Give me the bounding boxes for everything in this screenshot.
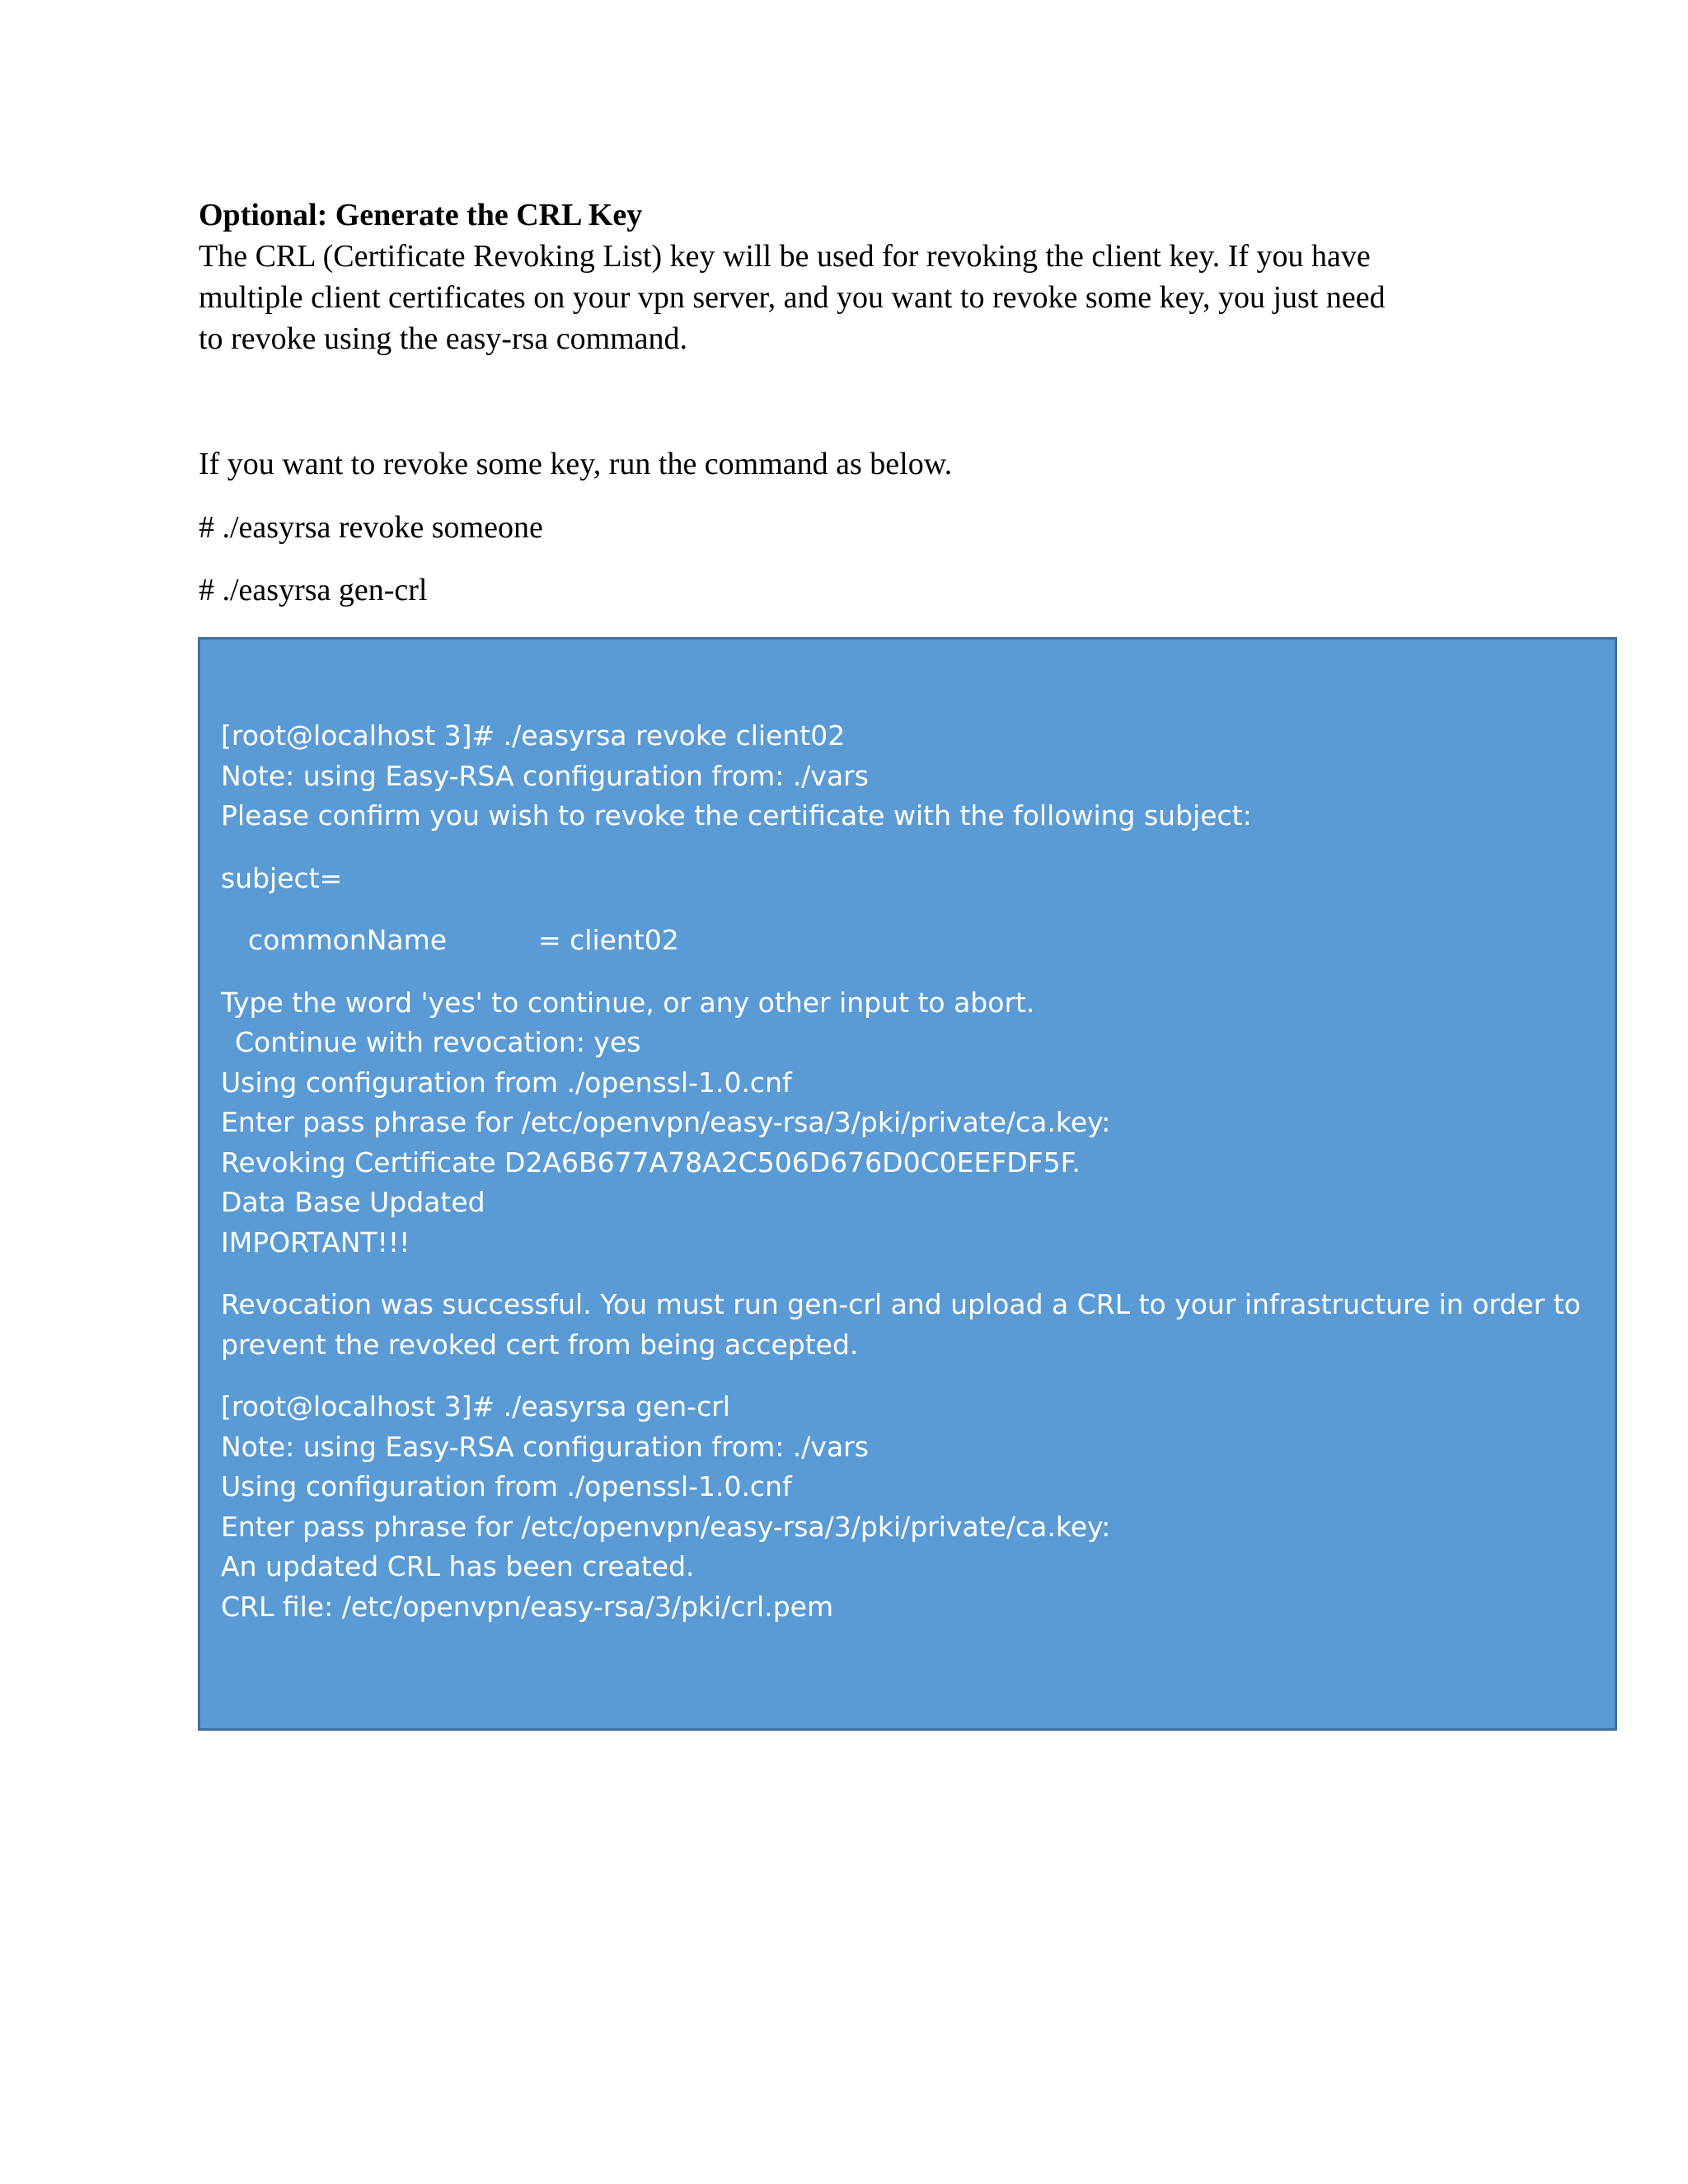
terminal-common-name-line [221,921,1597,961]
terminal-revocation-note: Revocation was successful. You must run gen-crl and upload a CRL to your infrastructure in order to prevent the revoked cert from being accepted. [221,1288,1581,1361]
terminal-line: Note: using Easy-RSA configuration from: ./vars [221,759,869,792]
terminal-line: Continue with revocation: yes [235,1026,641,1058]
terminal-block-revoke [221,716,1597,837]
terminal-line: Enter pass phrase for /etc/openvpn/easy-rsa/3/pki/private/ca.key: [221,1106,1111,1138]
common-name-value: = client02 [538,924,679,956]
terminal-line: Using configuration from ./openssl-1.0.cnf [221,1470,792,1502]
terminal-output-text [221,716,1597,1627]
intro-line: The CRL (Certificate Revoking List) key will be used for revoking the client key. If you have [199,239,1371,274]
terminal-line: IMPORTANT!!! [221,1226,410,1258]
terminal-line: Type the word 'yes' to continue, or any other input to abort. [221,986,1035,1019]
terminal-line: Data Base Updated [221,1186,485,1218]
intro-line: multiple client certificates on your vpn server, and you want to revoke some key, you just need [199,280,1386,315]
intro-paragraph [199,236,1501,359]
terminal-line: Note: using Easy-RSA configuration from: ./vars [221,1430,869,1463]
terminal-line: [root@localhost 3]# ./easyrsa gen-crl [221,1390,730,1422]
terminal-line: Please confirm you wish to revoke the certificate with the following subject: [221,799,1252,832]
terminal-line: [root@localhost 3]# ./easyrsa revoke client02 [221,719,846,752]
terminal-line: An updated CRL has been created. [221,1550,695,1582]
command-revoke: # ./easyrsa revoke someone [199,510,543,545]
terminal-subject-label: subject= [221,861,343,894]
terminal-line: CRL file: /etc/openvpn/easy-rsa/3/pki/crl.pem [221,1590,834,1623]
revoke-instruction: If you want to revoke some key, run the command as below. [199,447,953,481]
intro-line: to revoke using the easy-rsa command. [199,321,688,356]
document-body [199,194,1501,607]
terminal-block-confirm [221,983,1597,1263]
terminal-line: Enter pass phrase for /etc/openvpn/easy-rsa/3/pki/private/ca.key: [221,1510,1111,1543]
section-heading: Optional: Generate the CRL Key [199,198,643,232]
terminal-line: Revoking Certificate D2A6B677A78A2C506D676D0C0EEFDF5F. [221,1146,1081,1179]
terminal-line: Using configuration from ./openssl-1.0.cnf [221,1066,792,1099]
common-name-key: commonName [248,924,448,956]
terminal-block-gen-crl [221,1387,1597,1627]
terminal-output-box [198,637,1617,1731]
command-gen-crl: # ./easyrsa gen-crl [199,573,428,607]
